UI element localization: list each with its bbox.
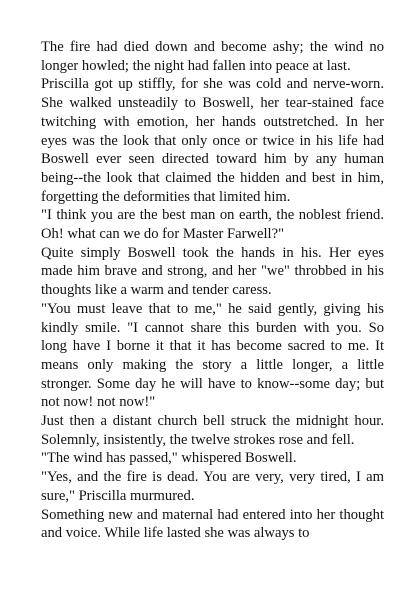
page-body: [41, 38, 384, 543]
paragraph: "The wind has passed," whispered Boswell.: [41, 450, 297, 467]
paragraph: "You must leave that to me," he said gently, giving his kindly smile. "I cannot share this burden with you. So long have I borne it that it has become sacred to me. It means only making the story a little longer, a little stronger. Some day he will have to know--some day; but not now! not now!": [41, 300, 384, 411]
paragraph: Quite simply Boswell took the hands in his. Her eyes made him brave and strong, and her "we" throbbed in his thoughts like a warm and tender caress.: [41, 244, 384, 299]
paragraph: Priscilla got up stiffly, for she was cold and nerve-worn. She walked unsteadily to Boswell, her tear-stained face twitching with emotion, her hands outstretched. In her eyes was the look that only once or twice in his life had Boswell ever seen directed toward him by any human being--the look that claimed the hidden and best in him, forgetting the deformities that limited him.: [41, 76, 384, 205]
paragraph: Something new and maternal had entered into her thought and voice. While life lasted she was always to: [41, 506, 384, 542]
paragraph: "I think you are the best man on earth, the noblest friend. Oh! what can we do for Master Farwell?": [41, 207, 384, 243]
paragraph: "Yes, and the fire is dead. You are very, very tired, I am sure," Priscilla murmured.: [41, 469, 384, 504]
paragraph: The fire had died down and become ashy; the wind no longer howled; the night had fallen into peace at last.: [41, 39, 384, 74]
paragraph: Just then a distant church bell struck the midnight hour. Solemnly, insistently, the twelve strokes rose and fell.: [41, 413, 384, 448]
